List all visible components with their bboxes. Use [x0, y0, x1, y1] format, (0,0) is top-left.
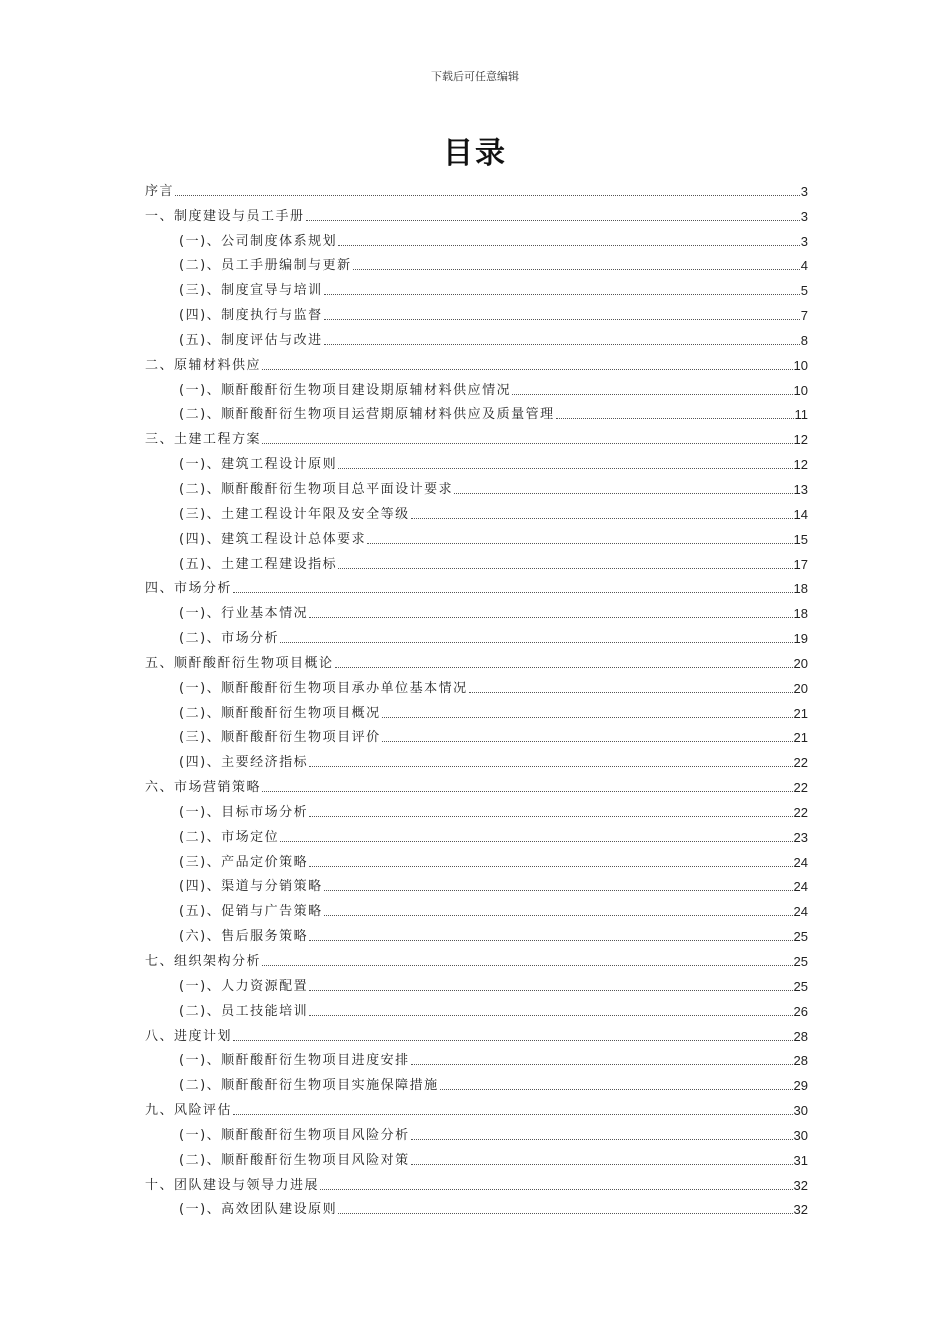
toc-entry-page: 22 — [793, 780, 808, 796]
dot-leader — [338, 568, 792, 569]
toc-entry-page: 13 — [793, 481, 808, 497]
toc-entry[interactable] — [145, 1118, 808, 1143]
toc-entry-page: 3 — [800, 233, 808, 249]
toc-entry[interactable] — [145, 994, 808, 1019]
dot-leader — [338, 245, 800, 246]
toc-entry-page: 18 — [793, 581, 808, 597]
dot-leader — [280, 841, 792, 842]
toc-entry[interactable] — [145, 472, 808, 497]
dot-leader — [324, 294, 800, 295]
toc-entry[interactable] — [145, 745, 808, 770]
toc-entry[interactable] — [145, 596, 808, 621]
toc-entry-text: (二)、顺酐酸酐衍生物项目运营期原辅材料供应及质量管理 — [179, 407, 555, 423]
toc-entry-text: (四)、建筑工程设计总体要求 — [179, 531, 367, 547]
toc-entry[interactable] — [145, 621, 808, 646]
toc-entry-page: 10 — [793, 382, 808, 398]
toc-entry-text: (三)、制度宣导与培训 — [179, 283, 323, 299]
toc-entry[interactable] — [145, 894, 808, 919]
toc-entry-page: 24 — [793, 854, 808, 870]
dot-leader — [309, 940, 792, 941]
toc-entry-text: (二)、顺酐酸酐衍生物项目风险对策 — [179, 1152, 410, 1168]
toc-entry-text: (二)、员工手册编制与更新 — [179, 258, 352, 274]
toc-entry-page: 15 — [793, 531, 808, 547]
toc-entry-text: (一)、公司制度体系规划 — [179, 233, 338, 249]
toc-entry-text: (一)、顺酐酸酐衍生物项目建设期原辅材料供应情况 — [179, 382, 512, 398]
toc-entry-text: (一)、顺酐酸酐衍生物项目进度安排 — [179, 1053, 410, 1069]
toc-entry-text: (三)、顺酐酸酐衍生物项目评价 — [179, 730, 381, 746]
dot-leader — [411, 1064, 793, 1065]
toc-entry-text: 五、顺酐酸酐衍生物项目概论 — [145, 655, 334, 671]
toc-entry-text: (二)、顺酐酸酐衍生物项目实施保障措施 — [179, 1078, 439, 1094]
toc-entry-page: 24 — [793, 879, 808, 895]
toc-entry-text: (一)、顺酐酸酐衍生物项目承办单位基本情况 — [179, 680, 468, 696]
dot-leader — [262, 443, 793, 444]
toc-entry-page: 19 — [793, 631, 808, 647]
toc-entry[interactable] — [145, 224, 808, 249]
toc-entry-text: (二)、员工技能培训 — [179, 1003, 309, 1019]
toc-entry-text: (五)、促销与广告策略 — [179, 904, 323, 920]
dot-leader — [175, 195, 800, 196]
toc-entry-text: (五)、制度评估与改进 — [179, 332, 323, 348]
toc-entry-page: 20 — [793, 680, 808, 696]
toc-entry-text: (一)、人力资源配置 — [179, 978, 309, 994]
dot-leader — [324, 344, 800, 345]
toc-entry-text: (三)、产品定价策略 — [179, 854, 309, 870]
toc-entry[interactable] — [145, 1093, 808, 1118]
toc-entry[interactable] — [145, 721, 808, 746]
dot-leader — [262, 369, 793, 370]
toc-entry[interactable] — [145, 298, 808, 323]
toc-entry-page: 22 — [793, 755, 808, 771]
toc-entry[interactable] — [145, 249, 808, 274]
toc-entry-text: 二、原辅材料供应 — [145, 357, 262, 373]
toc-entry-text: 十、团队建设与领导力进展 — [145, 1177, 320, 1193]
dot-leader — [309, 1015, 792, 1016]
toc-entry-page: 20 — [793, 655, 808, 671]
toc-entry-text: (一)、建筑工程设计原则 — [179, 457, 338, 473]
dot-leader — [262, 965, 793, 966]
toc-entry-page: 24 — [793, 904, 808, 920]
toc-entry-text: (二)、市场分析 — [179, 631, 280, 647]
toc-entry-page: 25 — [793, 929, 808, 945]
toc-entry-text: (四)、渠道与分销策略 — [179, 879, 323, 895]
toc-entry[interactable] — [145, 547, 808, 572]
toc-entry-page: 25 — [793, 954, 808, 969]
dot-leader — [411, 518, 793, 519]
toc-entry[interactable] — [145, 1068, 808, 1093]
toc-entry-text: (二)、顺酐酸酐衍生物项目总平面设计要求 — [179, 481, 454, 497]
dot-leader — [320, 1189, 793, 1190]
toc-entry[interactable] — [145, 969, 808, 994]
toc-entry-page: 30 — [793, 1103, 808, 1119]
dot-leader — [335, 667, 793, 668]
dot-leader — [309, 766, 792, 767]
dot-leader — [309, 816, 792, 817]
dot-leader — [324, 915, 793, 916]
toc-entry-text: (二)、顺酐酸酐衍生物项目概况 — [179, 705, 381, 721]
dot-leader — [324, 319, 800, 320]
toc-entry[interactable] — [145, 422, 808, 447]
dot-leader — [338, 468, 792, 469]
dot-leader — [512, 394, 792, 395]
toc-entry-page: 32 — [793, 1177, 808, 1193]
toc-entry[interactable] — [145, 770, 808, 795]
dot-leader — [262, 791, 793, 792]
toc-entry-text: (三)、土建工程设计年限及安全等级 — [179, 506, 410, 522]
toc-entry-page: 21 — [793, 730, 808, 746]
toc-entry-page: 31 — [793, 1152, 808, 1168]
toc-entry[interactable] — [145, 522, 808, 547]
toc-title: 目录 — [443, 136, 507, 171]
toc-entry-text: 三、土建工程方案 — [145, 432, 262, 448]
toc-entry-text: 七、组织架构分析 — [145, 954, 262, 969]
dot-leader — [309, 617, 792, 618]
dot-leader — [469, 692, 793, 693]
toc-entry-page: 25 — [793, 978, 808, 994]
toc-entry[interactable] — [145, 273, 808, 298]
toc-entry-page: 12 — [793, 432, 808, 448]
dot-leader — [309, 990, 792, 991]
toc-entry-page: 17 — [793, 556, 808, 572]
toc-entry-text: 一、制度建设与员工手册 — [145, 208, 305, 224]
toc-entry-text: 序言 — [145, 183, 175, 199]
dot-leader — [233, 1114, 793, 1115]
dot-leader — [233, 592, 793, 593]
toc-entry-page: 28 — [793, 1028, 808, 1044]
toc-entry-page: 21 — [793, 705, 808, 721]
dot-leader — [556, 418, 794, 419]
toc-entry-text: (一)、行业基本情况 — [179, 606, 309, 622]
toc-entry[interactable] — [145, 348, 808, 373]
dot-leader — [382, 741, 793, 742]
toc-entry-page: 5 — [800, 283, 808, 299]
dot-leader — [440, 1089, 793, 1090]
toc-entry-page: 23 — [793, 829, 808, 845]
toc-entry-page: 18 — [793, 606, 808, 622]
toc-entry[interactable] — [145, 671, 808, 696]
toc-entry[interactable] — [145, 373, 808, 398]
toc-entry[interactable] — [145, 447, 808, 472]
toc-entry[interactable] — [145, 497, 808, 522]
toc-entry-page: 22 — [793, 804, 808, 820]
dot-leader — [338, 1213, 792, 1214]
toc-entry-text: (五)、土建工程建设指标 — [179, 556, 338, 572]
toc-entry[interactable] — [145, 199, 808, 224]
toc-entry[interactable] — [145, 1193, 808, 1218]
toc-entry-page: 12 — [793, 457, 808, 473]
toc-entry[interactable] — [145, 919, 808, 944]
toc-entry-text: (二)、市场定位 — [179, 829, 280, 845]
dot-leader — [306, 220, 800, 221]
toc-entry-text: 九、风险评估 — [145, 1103, 233, 1119]
dot-leader — [324, 890, 793, 891]
toc-entry[interactable] — [145, 323, 808, 348]
toc-entry-page: 8 — [800, 332, 808, 348]
toc-entry-page: 4 — [800, 258, 808, 274]
dot-leader — [309, 866, 792, 867]
toc-entry-text: 四、市场分析 — [145, 581, 233, 597]
toc-entry[interactable] — [145, 820, 808, 845]
toc-entry-page: 28 — [793, 1053, 808, 1069]
toc-entry-text: (六)、售后服务策略 — [179, 929, 309, 945]
dot-leader — [411, 1139, 793, 1140]
dot-leader — [411, 1164, 793, 1165]
toc-entry-page: 26 — [793, 1003, 808, 1019]
toc-entry-text: (四)、制度执行与监督 — [179, 308, 323, 324]
toc-entry-text: (四)、主要经济指标 — [179, 755, 309, 771]
dot-leader — [454, 493, 792, 494]
header-note: 下载后可任意编辑 — [431, 70, 519, 83]
toc-entry[interactable] — [145, 944, 808, 969]
toc-entry-text: 八、进度计划 — [145, 1028, 233, 1044]
toc-entry[interactable] — [145, 870, 808, 895]
toc-entry-page: 10 — [793, 357, 808, 373]
toc-entry[interactable] — [145, 398, 808, 423]
toc-entry[interactable] — [145, 1044, 808, 1069]
toc-entry-page: 11 — [794, 407, 808, 423]
toc-entry[interactable] — [145, 795, 808, 820]
toc-entry[interactable] — [145, 1143, 808, 1168]
toc-entry-page: 3 — [800, 183, 808, 199]
toc-entry-text: 六、市场营销策略 — [145, 780, 262, 796]
dot-leader — [280, 642, 792, 643]
toc-entry[interactable] — [145, 1168, 808, 1193]
toc-entry-text: (一)、高效团队建设原则 — [179, 1202, 338, 1218]
toc-entry[interactable] — [145, 572, 808, 597]
toc-entry[interactable] — [145, 174, 808, 199]
toc-entry-page: 29 — [793, 1078, 808, 1094]
table-of-contents — [145, 174, 808, 1217]
toc-entry-text: (一)、顺酐酸酐衍生物项目风险分析 — [179, 1127, 410, 1143]
toc-entry-text: (一)、目标市场分析 — [179, 804, 309, 820]
toc-entry[interactable] — [145, 646, 808, 671]
dot-leader — [382, 717, 793, 718]
toc-entry-page: 3 — [800, 208, 808, 224]
toc-entry[interactable] — [145, 845, 808, 870]
toc-entry-page: 14 — [793, 506, 808, 522]
dot-leader — [367, 543, 792, 544]
dot-leader — [233, 1040, 793, 1041]
toc-entry[interactable] — [145, 1019, 808, 1044]
toc-entry-page: 7 — [800, 308, 808, 324]
toc-entry[interactable] — [145, 696, 808, 721]
dot-leader — [353, 269, 800, 270]
toc-entry-page: 30 — [793, 1127, 808, 1143]
toc-entry-page: 32 — [793, 1202, 808, 1218]
